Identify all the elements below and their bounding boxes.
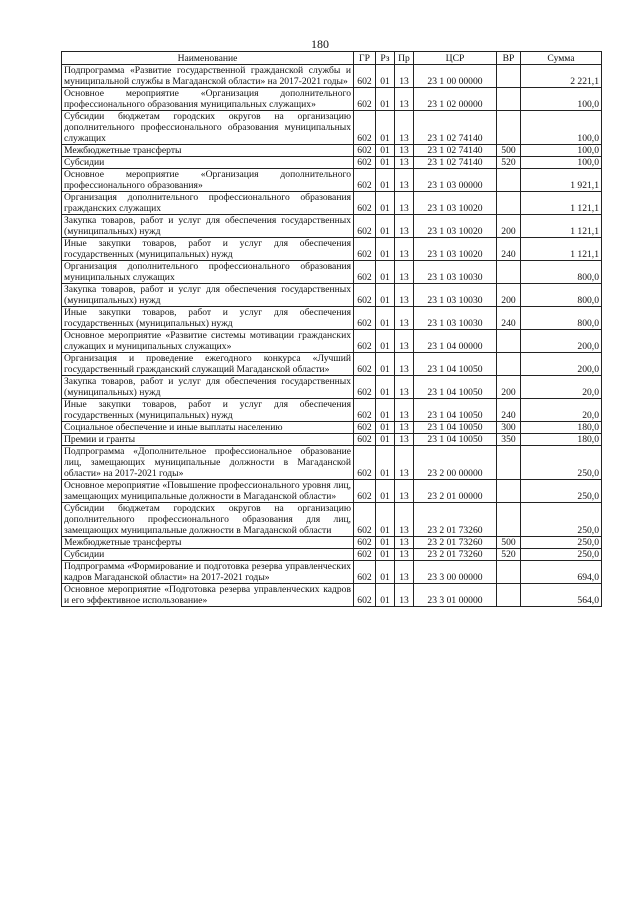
cell-csr: 23 1 03 10030 <box>414 307 497 330</box>
table-body <box>62 65 602 607</box>
cell-gr: 602 <box>354 65 376 88</box>
cell-vr: 520 <box>497 157 521 169</box>
cell-gr: 602 <box>354 238 376 261</box>
cell-name: Подпрограмма «Дополнительное профессиональное образование лиц, замещающих муниципальные должности в Магаданской области» на 2017-2021 годы» <box>62 446 354 480</box>
cell-csr: 23 1 04 10050 <box>414 376 497 399</box>
cell-name: Закупка товаров, работ и услуг для обеспечения государственных (муниципальных) нужд <box>62 376 354 399</box>
cell-sum: 200,0 <box>521 353 602 376</box>
cell-sum: 1 121,1 <box>521 238 602 261</box>
cell-pr: 13 <box>395 537 414 549</box>
cell-gr: 602 <box>354 376 376 399</box>
table-row <box>62 480 602 503</box>
cell-pr: 13 <box>395 549 414 561</box>
cell-gr: 602 <box>354 584 376 607</box>
table-row <box>62 169 602 192</box>
cell-pr: 13 <box>395 480 414 503</box>
cell-gr: 602 <box>354 261 376 284</box>
page-number: 180 <box>311 37 329 51</box>
table-row <box>62 446 602 480</box>
cell-rz: 01 <box>376 261 395 284</box>
cell-sum: 250,0 <box>521 480 602 503</box>
cell-pr: 13 <box>395 215 414 238</box>
table-row <box>62 192 602 215</box>
cell-rz: 01 <box>376 399 395 422</box>
cell-csr: 23 1 03 10030 <box>414 261 497 284</box>
table-row <box>62 549 602 561</box>
cell-vr <box>497 584 521 607</box>
cell-gr: 602 <box>354 215 376 238</box>
cell-pr: 13 <box>395 169 414 192</box>
cell-csr: 23 1 04 10050 <box>414 399 497 422</box>
cell-rz: 01 <box>376 376 395 399</box>
cell-gr: 602 <box>354 537 376 549</box>
cell-vr: 240 <box>497 238 521 261</box>
cell-pr: 13 <box>395 145 414 157</box>
cell-rz: 01 <box>376 111 395 145</box>
cell-name: Основное мероприятие «Подготовка резерва управленческих кадров и его эффективное использование» <box>62 584 354 607</box>
cell-vr <box>497 353 521 376</box>
cell-vr <box>497 88 521 111</box>
cell-csr: 23 1 00 00000 <box>414 65 497 88</box>
budget-table <box>61 51 602 607</box>
cell-rz: 01 <box>376 549 395 561</box>
cell-gr: 602 <box>354 480 376 503</box>
cell-vr <box>497 480 521 503</box>
cell-vr <box>497 446 521 480</box>
table-row <box>62 88 602 111</box>
cell-rz: 01 <box>376 434 395 446</box>
table-row <box>62 261 602 284</box>
cell-rz: 01 <box>376 480 395 503</box>
cell-name: Основное мероприятие «Повышение профессионального уровня лиц, замещающих муниципальные должности в Магаданской области» <box>62 480 354 503</box>
cell-rz: 01 <box>376 238 395 261</box>
table-row <box>62 238 602 261</box>
cell-sum: 250,0 <box>521 549 602 561</box>
table-row <box>62 157 602 169</box>
table-row <box>62 584 602 607</box>
cell-csr: 23 1 02 74140 <box>414 145 497 157</box>
table-row <box>62 284 602 307</box>
cell-csr: 23 1 04 10050 <box>414 434 497 446</box>
cell-name: Основное мероприятие «Организация дополнительного профессионального образования» <box>62 169 354 192</box>
cell-name: Иные закупки товаров, работ и услуг для обеспечения государственных (муниципальных) нужд <box>62 399 354 422</box>
cell-sum: 800,0 <box>521 261 602 284</box>
cell-csr: 23 1 03 10020 <box>414 192 497 215</box>
table-row <box>62 215 602 238</box>
cell-csr: 23 1 02 74140 <box>414 157 497 169</box>
cell-csr: 23 1 04 10050 <box>414 422 497 434</box>
cell-sum: 564,0 <box>521 584 602 607</box>
cell-pr: 13 <box>395 434 414 446</box>
cell-sum: 1 921,1 <box>521 169 602 192</box>
cell-vr: 500 <box>497 537 521 549</box>
table-row <box>62 537 602 549</box>
cell-gr: 602 <box>354 88 376 111</box>
cell-vr <box>497 169 521 192</box>
cell-sum: 250,0 <box>521 446 602 480</box>
cell-name: Субсидии бюджетам городских округов на организацию дополнительного профессионального образования муниципальных служащих <box>62 111 354 145</box>
cell-pr: 13 <box>395 376 414 399</box>
cell-sum: 694,0 <box>521 561 602 584</box>
cell-pr: 13 <box>395 111 414 145</box>
cell-name: Иные закупки товаров, работ и услуг для обеспечения государственных (муниципальных) нужд <box>62 307 354 330</box>
cell-vr: 520 <box>497 549 521 561</box>
cell-gr: 602 <box>354 422 376 434</box>
cell-sum: 100,0 <box>521 88 602 111</box>
cell-gr: 602 <box>354 561 376 584</box>
cell-rz: 01 <box>376 446 395 480</box>
cell-name: Межбюджетные трансферты <box>62 145 354 157</box>
cell-rz: 01 <box>376 88 395 111</box>
cell-gr: 602 <box>354 446 376 480</box>
cell-sum: 250,0 <box>521 503 602 537</box>
cell-csr: 23 1 03 00000 <box>414 169 497 192</box>
cell-sum: 800,0 <box>521 307 602 330</box>
table-row <box>62 503 602 537</box>
table-row <box>62 111 602 145</box>
cell-rz: 01 <box>376 307 395 330</box>
column-header-sum: Сумма <box>521 52 602 65</box>
cell-gr: 602 <box>354 145 376 157</box>
cell-csr: 23 2 01 73260 <box>414 537 497 549</box>
cell-name: Межбюджетные трансферты <box>62 537 354 549</box>
cell-rz: 01 <box>376 192 395 215</box>
cell-name: Закупка товаров, работ и услуг для обеспечения государственных (муниципальных) нужд <box>62 215 354 238</box>
column-header-pr: Пр <box>395 52 414 65</box>
cell-pr: 13 <box>395 261 414 284</box>
cell-vr <box>497 111 521 145</box>
cell-sum: 100,0 <box>521 157 602 169</box>
table-header-row <box>62 52 602 65</box>
cell-csr: 23 3 01 00000 <box>414 584 497 607</box>
cell-gr: 602 <box>354 157 376 169</box>
cell-pr: 13 <box>395 399 414 422</box>
cell-rz: 01 <box>376 537 395 549</box>
cell-vr: 300 <box>497 422 521 434</box>
cell-sum: 2 221,1 <box>521 65 602 88</box>
cell-sum: 250,0 <box>521 537 602 549</box>
cell-vr: 240 <box>497 399 521 422</box>
cell-csr: 23 1 02 00000 <box>414 88 497 111</box>
table-row <box>62 561 602 584</box>
cell-rz: 01 <box>376 145 395 157</box>
cell-vr: 240 <box>497 307 521 330</box>
cell-gr: 602 <box>354 111 376 145</box>
cell-vr <box>497 261 521 284</box>
cell-pr: 13 <box>395 284 414 307</box>
cell-gr: 602 <box>354 192 376 215</box>
cell-sum: 20,0 <box>521 399 602 422</box>
cell-rz: 01 <box>376 561 395 584</box>
cell-csr: 23 1 02 74140 <box>414 111 497 145</box>
cell-rz: 01 <box>376 503 395 537</box>
cell-pr: 13 <box>395 238 414 261</box>
cell-sum: 100,0 <box>521 111 602 145</box>
column-header-csr: ЦСР <box>414 52 497 65</box>
cell-vr: 350 <box>497 434 521 446</box>
cell-gr: 602 <box>354 434 376 446</box>
cell-name: Основное мероприятие «Организация дополнительного профессионального образования муниципальных служащих» <box>62 88 354 111</box>
cell-vr <box>497 65 521 88</box>
cell-csr: 23 1 03 10020 <box>414 215 497 238</box>
table-row <box>62 422 602 434</box>
cell-pr: 13 <box>395 422 414 434</box>
cell-gr: 602 <box>354 169 376 192</box>
cell-rz: 01 <box>376 215 395 238</box>
cell-pr: 13 <box>395 330 414 353</box>
cell-name: Премии и гранты <box>62 434 354 446</box>
cell-rz: 01 <box>376 353 395 376</box>
cell-rz: 01 <box>376 157 395 169</box>
cell-csr: 23 2 00 00000 <box>414 446 497 480</box>
column-header-name: Наименование <box>62 52 354 65</box>
cell-gr: 602 <box>354 353 376 376</box>
cell-name: Субсидии бюджетам городских округов на организацию дополнительного профессионального образования для лиц, замещающих муниципальные должности в Магаданской области <box>62 503 354 537</box>
table-row <box>62 399 602 422</box>
cell-pr: 13 <box>395 192 414 215</box>
cell-pr: 13 <box>395 307 414 330</box>
cell-sum: 800,0 <box>521 284 602 307</box>
cell-csr: 23 1 03 10030 <box>414 284 497 307</box>
cell-vr: 500 <box>497 145 521 157</box>
cell-rz: 01 <box>376 284 395 307</box>
cell-pr: 13 <box>395 446 414 480</box>
table-row <box>62 353 602 376</box>
cell-sum: 20,0 <box>521 376 602 399</box>
cell-name: Основное мероприятие «Развитие системы мотивации гражданских служащих и муниципальных служащих» <box>62 330 354 353</box>
cell-vr <box>497 330 521 353</box>
table-row <box>62 65 602 88</box>
cell-vr: 200 <box>497 376 521 399</box>
cell-sum: 180,0 <box>521 422 602 434</box>
cell-name: Подпрограмма «Формирование и подготовка резерва управленческих кадров Магаданской области» на 2017-2021 годы» <box>62 561 354 584</box>
cell-pr: 13 <box>395 88 414 111</box>
cell-name: Организация дополнительного профессионального образования гражданских служащих <box>62 192 354 215</box>
cell-csr: 23 2 01 73260 <box>414 549 497 561</box>
cell-gr: 602 <box>354 284 376 307</box>
cell-gr: 602 <box>354 307 376 330</box>
cell-pr: 13 <box>395 65 414 88</box>
column-header-rz: Рз <box>376 52 395 65</box>
cell-vr <box>497 503 521 537</box>
cell-gr: 602 <box>354 399 376 422</box>
cell-csr: 23 2 01 73260 <box>414 503 497 537</box>
table-row <box>62 330 602 353</box>
cell-rz: 01 <box>376 169 395 192</box>
table-row <box>62 307 602 330</box>
cell-pr: 13 <box>395 584 414 607</box>
cell-gr: 602 <box>354 549 376 561</box>
table-row <box>62 434 602 446</box>
cell-name: Подпрограмма «Развитие государственной гражданской службы и муниципальной службы в Магаданской области» на 2017-2021 годы» <box>62 65 354 88</box>
cell-name: Социальное обеспечение и иные выплаты населению <box>62 422 354 434</box>
cell-csr: 23 1 04 10050 <box>414 353 497 376</box>
cell-pr: 13 <box>395 157 414 169</box>
cell-name: Организация дополнительного профессионального образования муниципальных служащих <box>62 261 354 284</box>
cell-vr <box>497 192 521 215</box>
cell-name: Закупка товаров, работ и услуг для обеспечения государственных (муниципальных) нужд <box>62 284 354 307</box>
column-header-vr: ВР <box>497 52 521 65</box>
cell-rz: 01 <box>376 65 395 88</box>
cell-sum: 1 121,1 <box>521 215 602 238</box>
cell-pr: 13 <box>395 561 414 584</box>
cell-rz: 01 <box>376 330 395 353</box>
cell-name: Иные закупки товаров, работ и услуг для обеспечения государственных (муниципальных) нужд <box>62 238 354 261</box>
cell-csr: 23 1 03 10020 <box>414 238 497 261</box>
cell-sum: 200,0 <box>521 330 602 353</box>
cell-gr: 602 <box>354 330 376 353</box>
cell-vr <box>497 561 521 584</box>
cell-gr: 602 <box>354 503 376 537</box>
cell-sum: 1 121,1 <box>521 192 602 215</box>
cell-sum: 100,0 <box>521 145 602 157</box>
cell-csr: 23 3 00 00000 <box>414 561 497 584</box>
cell-rz: 01 <box>376 584 395 607</box>
cell-name: Субсидии <box>62 157 354 169</box>
table-row <box>62 145 602 157</box>
cell-sum: 180,0 <box>521 434 602 446</box>
cell-name: Организация и проведение ежегодного конкурса «Лучший государственный гражданский служащий Магаданской области» <box>62 353 354 376</box>
cell-csr: 23 2 01 00000 <box>414 480 497 503</box>
cell-name: Субсидии <box>62 549 354 561</box>
cell-csr: 23 1 04 00000 <box>414 330 497 353</box>
cell-pr: 13 <box>395 353 414 376</box>
cell-pr: 13 <box>395 503 414 537</box>
cell-vr: 200 <box>497 284 521 307</box>
cell-vr: 200 <box>497 215 521 238</box>
cell-rz: 01 <box>376 422 395 434</box>
table-row <box>62 376 602 399</box>
column-header-gr: ГР <box>354 52 376 65</box>
